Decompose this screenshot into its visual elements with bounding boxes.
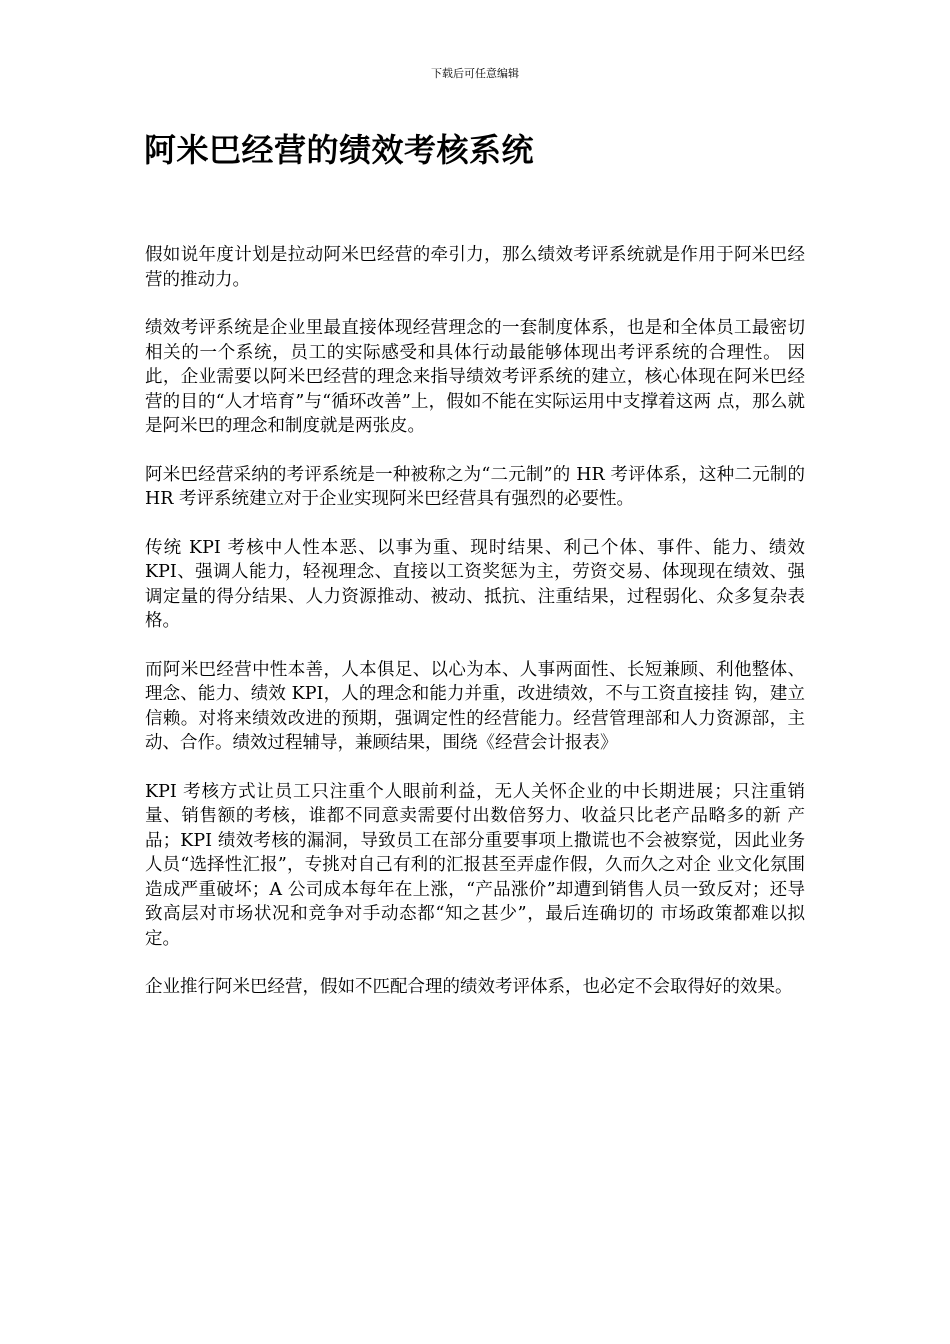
paragraph: 假如说年度计划是拉动阿米巴经营的牵引力，那么绩效考评系统就是作用于阿米巴经营的推动力。 xyxy=(145,245,805,290)
document-body xyxy=(145,243,805,1000)
header-note: 下载后可任意编辑 xyxy=(431,67,519,80)
paragraph: 阿米巴经营采纳的考评系统是一种被称之为“二元制”的 HR 考评体系，这种二元制的 HR 考评系统建立对于企业实现阿米巴经营具有强烈的必要性。 xyxy=(145,464,805,509)
paragraph: 而阿米巴经营中性本善，人本俱足、以心为本、人事两面性、长短兼顾、利他整体、理念、能力、绩效 KPI，人的理念和能力并重，改进绩效，不与工资直接挂 钩，建立信赖。对将来绩效改进的预期，强调定性的经营能力。经营管理部和人力资源部，主动、合作。绩效过程辅导，兼顾结果，围绕《经营会计报表》 xyxy=(145,659,805,753)
paragraph: 绩效考评系统是企业里最直接体现经营理念的一套制度体系，也是和全体员工最密切相关的一个系统，员工的实际感受和具体行动最能够体现出考评系统的合理性。 因此，企业需要以阿米巴经营的理念来指导绩效考评系统的建立，核心体现在阿米巴经营的目的“人才培育”与“循环改善”上，假如不能在实际运用中支撑着这两 点，那么就是阿米巴的理念和制度就是两张皮。 xyxy=(145,318,805,436)
paragraph: 传统 KPI 考核中人性本恶、以事为重、现时结果、利己个体、事件、能力、绩效 KPI、强调人能力，轻视理念、直接以工资奖惩为主，劳资交易、体现现在绩效、强调定量的得分结果、人力资源推动、被动、抵抗、注重结果，过程弱化、众多复杂表格。 xyxy=(145,537,805,631)
document-title: 阿米巴经营的绩效考核系统 xyxy=(144,131,535,169)
paragraph: 企业推行阿米巴经营，假如不匹配合理的绩效考评体系，也必定不会取得好的效果。 xyxy=(145,977,793,997)
paragraph: KPI 考核方式让员工只注重个人眼前利益，无人关怀企业的中长期进展；只注重销量、销售额的考核，谁都不同意卖需要付出数倍努力、收益只比老产品略多的新 产品；KPI 绩效考核的漏洞，导致员工在部分重要事项上撒谎也不会被察觉，因此业务人员“选择性汇报”，专挑对自己有利的汇报甚至弄虚作假，久而久之对企 业文化氛围造成严重破坏；A 公司成本每年在上涨，“产品涨价”却遭到销售人员一致反对；还导致高层对市场状况和竞争对手动态都“知之甚少”，最后连确切的 市场政策都难以拟定。 xyxy=(145,781,805,949)
